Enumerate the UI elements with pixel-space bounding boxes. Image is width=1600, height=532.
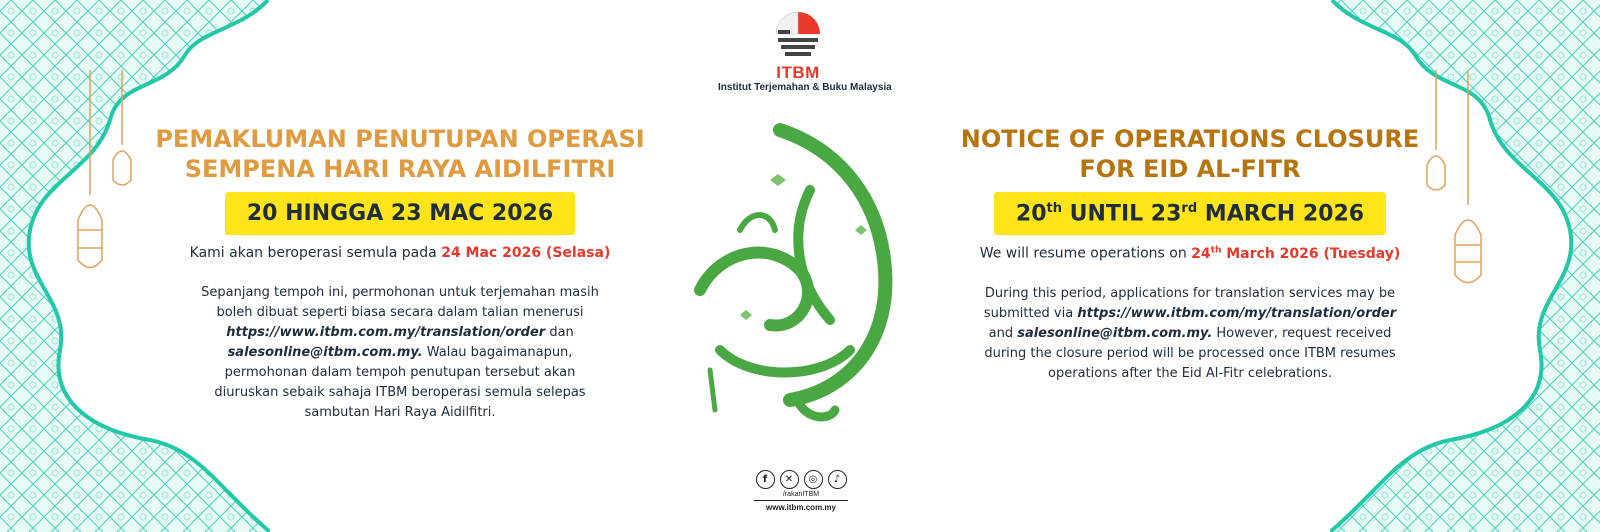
social-handle: /rakanITBM	[782, 491, 820, 498]
resume-day: 24	[1191, 245, 1211, 262]
email-link-english[interactable]: salesonline@itbm.com.my.	[1017, 325, 1213, 341]
resume-english-date	[1191, 246, 1400, 262]
lantern-icon	[68, 70, 138, 280]
resume-english-prefix: We will resume operations on	[979, 245, 1192, 262]
body-english-2: and	[988, 325, 1018, 341]
notice-malay	[150, 124, 650, 423]
tiktok-icon[interactable]: ♪	[828, 470, 847, 489]
date-mid: UNTIL 23	[1062, 201, 1182, 227]
body-malay-2: dan	[545, 325, 574, 340]
itbm-logo-icon	[772, 10, 824, 60]
date-range-malay: 20 HINGGA 23 MAC 2026	[225, 192, 575, 235]
instagram-icon[interactable]: ◎	[804, 470, 823, 489]
heading-malay-line2: SEMPENA HARI RAYA AIDILFITRI	[184, 155, 616, 183]
resume-english	[940, 245, 1440, 262]
resume-day-suffix: th	[1210, 245, 1222, 256]
social-footer	[748, 470, 854, 512]
date-range-english	[994, 192, 1386, 235]
resume-malay	[150, 245, 650, 261]
body-malay	[195, 283, 605, 423]
body-english-3: However, request received during the closure period will be processed once ITBM resumes operations after the Eid Al-Fitr celebrations.	[984, 325, 1396, 381]
heading-malay-line1: PEMAKLUMAN PENUTUPAN OPERASI	[155, 125, 645, 153]
date-start: 20	[1015, 201, 1047, 227]
body-malay-3: Walau bagaimanapun, permohonan dalam tempoh penutupan tersebut akan diuruskan sebaik sahaja ITBM beroperasi semula selepas sambutan Hari Raya Aidilfitri.	[214, 345, 586, 420]
date-tail: MARCH 2026	[1197, 201, 1365, 227]
body-english	[975, 284, 1405, 384]
heading-english-line1: NOTICE OF OPERATIONS CLOSURE	[960, 125, 1420, 153]
itbm-logo	[718, 10, 892, 93]
facebook-icon[interactable]: f	[756, 470, 775, 489]
logo-org-name: Institut Terjemahan & Buku Malaysia	[718, 82, 892, 93]
email-link-malay[interactable]: salesonline@itbm.com.my.	[227, 345, 423, 360]
social-icons	[748, 470, 854, 489]
date-end-suffix: rd	[1181, 201, 1198, 216]
order-link-malay[interactable]: https://www.itbm.com.my/translation/order	[226, 325, 546, 340]
order-link-english[interactable]: https://www.itbm.com/my/translation/order	[1077, 305, 1397, 321]
body-english-1: During this period, applications for translation services may be submitted via	[983, 285, 1396, 321]
resume-rest: March 2026 (Tuesday)	[1221, 245, 1401, 262]
date-start-suffix: th	[1046, 201, 1062, 216]
website-link[interactable]: www.itbm.com.my	[766, 503, 836, 512]
eid-calligraphy	[680, 120, 910, 430]
heading-malay	[150, 124, 650, 184]
heading-english	[940, 124, 1440, 184]
footer-divider	[754, 500, 848, 501]
body-malay-1: Sepanjang tempoh ini, permohonan untuk terjemahan masih boleh dibuat seperti biasa secara dalam talian menerusi	[201, 285, 599, 320]
resume-malay-date: 24 Mac 2026 (Selasa)	[441, 245, 611, 261]
heading-english-line2: FOR EID AL-FITR	[1079, 155, 1301, 183]
resume-malay-prefix: Kami akan beroperasi semula pada	[189, 245, 442, 261]
notice-english	[940, 124, 1440, 384]
x-icon[interactable]: ✕	[780, 470, 799, 489]
logo-brand: ITBM	[776, 63, 820, 82]
